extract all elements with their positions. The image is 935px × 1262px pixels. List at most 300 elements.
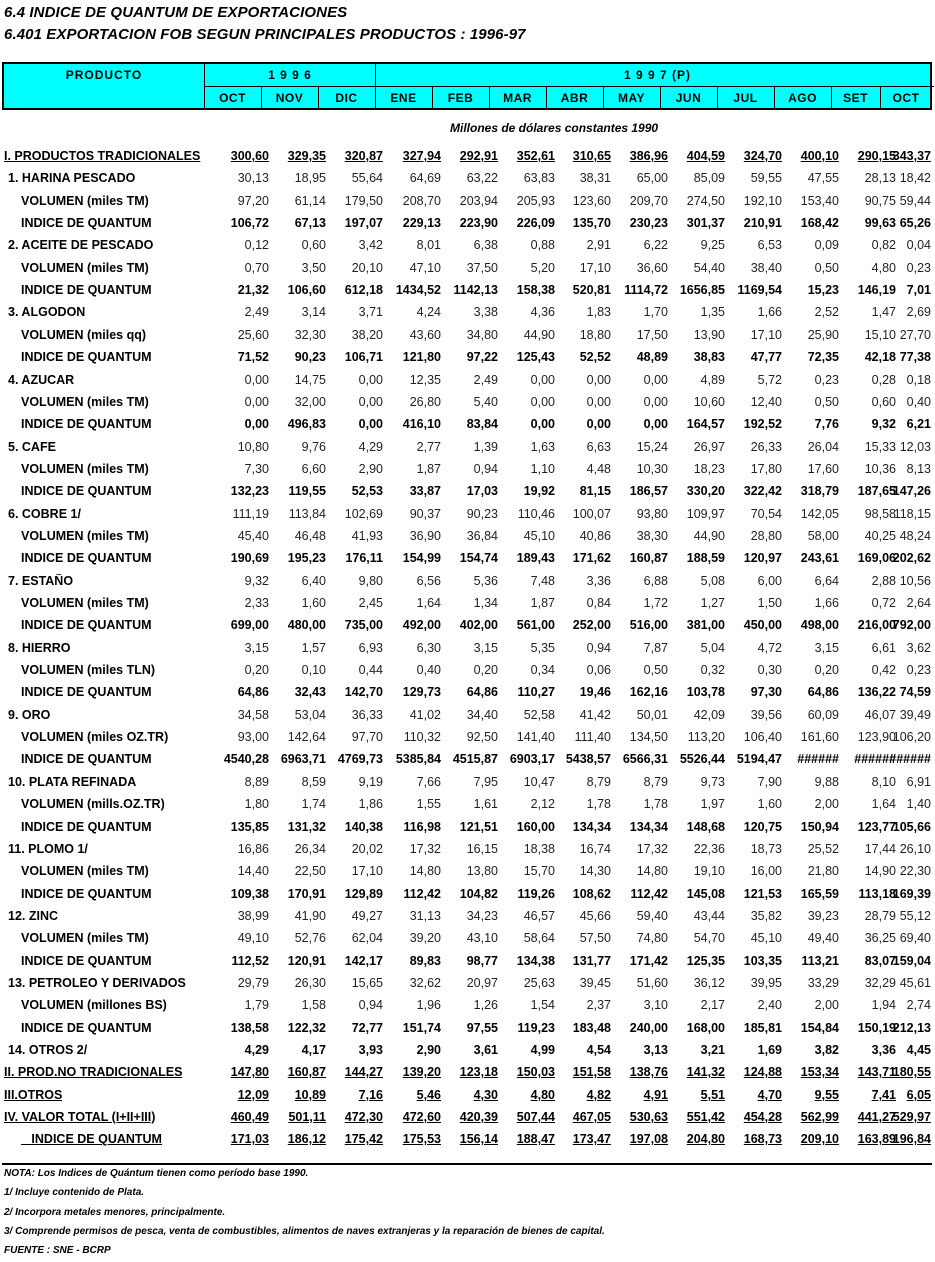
cell-abr: 134,34 xyxy=(572,819,611,834)
cell-abr: 252,00 xyxy=(572,618,611,633)
row-label: IV. VALOR TOTAL (I+II+III) xyxy=(4,1110,156,1125)
cell-jul: 35,82 xyxy=(750,908,782,923)
cell-abr: 520,81 xyxy=(572,283,611,298)
cell-set: 28,79 xyxy=(864,908,896,923)
cell-jun: 13,90 xyxy=(693,327,725,342)
cell-ago: 25,52 xyxy=(807,841,839,856)
row-label: INDICE DE QUANTUM xyxy=(21,350,152,365)
cell-jun: 18,23 xyxy=(693,461,725,476)
cell-jul: 6,53 xyxy=(757,238,782,253)
cell-dic: 0,00 xyxy=(358,372,383,387)
cell-dic: 142,17 xyxy=(344,953,383,968)
cell-may: 138,76 xyxy=(629,1065,668,1080)
footnote-1: 1/ Incluye contenido de Plata. xyxy=(4,1187,145,1198)
cell-mar: 158,38 xyxy=(516,283,555,298)
cell-feb: 16,15 xyxy=(466,841,498,856)
cell-feb: 83,84 xyxy=(466,417,498,432)
cell-dic: 4,29 xyxy=(358,439,383,454)
unit-label: Millones de dólares constantes 1990 xyxy=(450,121,659,135)
cell-dic: 2,45 xyxy=(358,596,383,610)
cell-oct-1997: 0,18 xyxy=(906,372,931,387)
cell-oct-1997: 65,26 xyxy=(899,216,931,231)
cell-ago: 154,84 xyxy=(800,1020,839,1035)
cell-abr: 45,66 xyxy=(579,908,611,923)
cell-ene: 121,80 xyxy=(402,350,441,365)
cell-oct-1996: 16,86 xyxy=(237,841,269,856)
cell-oct-1997: 26,10 xyxy=(899,841,931,856)
cell-jul: 454,28 xyxy=(743,1110,782,1125)
cell-mar: 25,63 xyxy=(523,975,555,990)
cell-oct-1996: 7,30 xyxy=(244,461,269,476)
cell-jul: 47,77 xyxy=(750,350,782,365)
cell-jul: 12,40 xyxy=(750,394,782,409)
cell-feb: 97,55 xyxy=(466,1020,498,1035)
cell-may: 0,00 xyxy=(643,394,668,409)
cell-may: 516,00 xyxy=(629,618,668,633)
cell-may: 48,89 xyxy=(636,350,668,365)
cell-ene: 36,90 xyxy=(409,528,441,543)
cell-nov: 26,30 xyxy=(294,975,326,990)
cell-jul: 210,91 xyxy=(743,216,782,231)
cell-may: 230,23 xyxy=(629,216,668,231)
cell-dic: 472,30 xyxy=(344,1110,383,1125)
cell-jun: 164,57 xyxy=(686,417,725,432)
cell-set: 0,82 xyxy=(871,238,896,253)
cell-oct-1997: 2,64 xyxy=(906,596,931,610)
cell-oct-1997: 3,62 xyxy=(906,640,931,655)
footnote-2: 2/ Incorpora metales menores, principalmente. xyxy=(4,1207,226,1218)
cell-jul: 17,10 xyxy=(750,327,782,342)
header-month-nov: NOV xyxy=(275,91,304,105)
cell-jul: 97,30 xyxy=(750,685,782,700)
cell-ago: 9,88 xyxy=(814,774,839,789)
cell-feb: 123,18 xyxy=(459,1065,498,1080)
cell-jun: 54,70 xyxy=(693,931,725,946)
table-row xyxy=(0,1107,935,1129)
cell-oct-1997: 147,26 xyxy=(892,484,931,499)
cell-may: 59,40 xyxy=(636,908,668,923)
cell-oct-1997: 2,74 xyxy=(906,998,931,1013)
cell-dic: 3,93 xyxy=(358,1043,383,1057)
cell-ene: 39,20 xyxy=(409,931,441,946)
table-row xyxy=(0,548,935,570)
cell-nov: 6963,71 xyxy=(280,752,326,767)
cell-feb: 34,40 xyxy=(466,707,498,722)
cell-ago: 0,50 xyxy=(814,394,839,409)
cell-feb: 6,38 xyxy=(473,238,498,253)
cell-nov: 3,14 xyxy=(301,305,326,320)
cell-ago: 161,60 xyxy=(800,730,839,745)
cell-set: 123,77 xyxy=(857,819,896,834)
cell-may: 4,91 xyxy=(643,1087,668,1102)
cell-feb: 0,94 xyxy=(473,461,498,476)
cell-oct-1996: 64,86 xyxy=(237,685,269,700)
cell-oct-1996: 106,72 xyxy=(230,216,269,231)
cell-abr: 19,46 xyxy=(579,685,611,700)
cell-mar: 352,61 xyxy=(516,149,555,163)
cell-ene: 110,32 xyxy=(403,730,441,745)
cell-ene: 139,20 xyxy=(402,1065,441,1080)
table-row xyxy=(0,325,935,347)
cell-may: 386,96 xyxy=(629,149,668,163)
cell-dic: 176,11 xyxy=(345,551,383,566)
table-row xyxy=(0,884,935,906)
cell-nov: 67,13 xyxy=(294,216,326,231)
header-divider xyxy=(261,86,262,108)
cell-mar: 18,38 xyxy=(523,841,555,856)
cell-nov: 0,10 xyxy=(301,663,326,678)
cell-oct-1996: 4540,28 xyxy=(223,752,269,767)
cell-set: 14,90 xyxy=(864,864,896,879)
cell-dic: 7,16 xyxy=(358,1087,383,1102)
cell-ago: 21,80 xyxy=(807,864,839,879)
cell-feb: 64,86 xyxy=(466,685,498,700)
cell-may: 6566,31 xyxy=(622,752,668,767)
cell-feb: 3,38 xyxy=(473,305,498,320)
cell-may: 160,87 xyxy=(629,551,668,566)
cell-feb: 1,61 xyxy=(473,797,498,812)
cell-abr: 171,62 xyxy=(572,551,611,566)
cell-ago: 2,52 xyxy=(814,305,839,320)
cell-jul: 103,35 xyxy=(743,953,782,968)
cell-set: 290,15 xyxy=(857,149,896,163)
cell-abr: 3,36 xyxy=(586,573,611,588)
cell-jul: 16,00 xyxy=(750,864,782,879)
row-label: VOLUMEN (miles TM) xyxy=(21,528,149,543)
cell-ene: 12,35 xyxy=(409,372,441,387)
row-label: INDICE DE QUANTUM xyxy=(21,283,152,298)
cell-dic: 140,38 xyxy=(344,819,383,834)
cell-mar: 1,54 xyxy=(530,998,555,1013)
cell-dic: 62,04 xyxy=(351,931,383,946)
cell-mar: 7,48 xyxy=(530,573,555,588)
cell-may: 0,00 xyxy=(643,372,668,387)
cell-set: 15,10 xyxy=(864,327,896,342)
cell-oct-1997: 1,40 xyxy=(906,797,931,812)
cell-oct-1996: 190,69 xyxy=(230,551,269,566)
cell-oct-1996: 147,80 xyxy=(230,1065,269,1080)
cell-jul: 18,73 xyxy=(750,841,782,856)
cell-abr: 4,54 xyxy=(586,1043,611,1057)
cell-ene: 4,24 xyxy=(416,305,441,320)
cell-oct-1997: 2,69 xyxy=(906,305,931,320)
cell-ene: 8,01 xyxy=(416,238,441,253)
cell-feb: 90,23 xyxy=(466,506,498,521)
cell-may: 15,24 xyxy=(636,439,668,454)
table-row xyxy=(0,861,935,883)
cell-may: 7,87 xyxy=(643,640,668,655)
cell-oct-1996: 25,60 xyxy=(237,327,269,342)
cell-oct-1996: 45,40 xyxy=(237,528,269,543)
cell-ago: 0,50 xyxy=(814,260,839,275)
cell-set: 1,94 xyxy=(871,998,896,1013)
cell-feb: 121,51 xyxy=(459,819,498,834)
cell-ago: 318,79 xyxy=(800,484,839,499)
cell-set: 83,07 xyxy=(864,953,896,968)
cell-dic: 0,94 xyxy=(358,998,383,1013)
cell-nov: 18,95 xyxy=(294,171,326,186)
row-label: VOLUMEN (miles TM) xyxy=(21,394,149,409)
cell-ene: 7,66 xyxy=(416,774,441,789)
cell-dic: 0,00 xyxy=(358,417,383,432)
cell-feb: 402,00 xyxy=(459,618,498,633)
cell-dic: 1,86 xyxy=(358,797,383,812)
cell-mar: 5,20 xyxy=(530,260,555,275)
cell-dic: 72,77 xyxy=(351,1020,383,1035)
cell-nov: 8,59 xyxy=(301,774,326,789)
cell-jun: 42,09 xyxy=(693,707,725,722)
table-row xyxy=(0,437,935,459)
header-divider xyxy=(204,86,934,87)
cell-ene: 47,10 xyxy=(409,260,441,275)
cell-set: ###### xyxy=(854,752,896,767)
cell-dic: 20,02 xyxy=(351,841,383,856)
cell-may: 74,80 xyxy=(636,931,668,946)
cell-nov: 113,84 xyxy=(288,506,326,521)
cell-oct-1996: 38,99 xyxy=(237,908,269,923)
cell-nov: 131,32 xyxy=(287,819,326,834)
cell-oct-1996: 300,60 xyxy=(230,149,269,163)
header-month-abr: ABR xyxy=(560,91,589,105)
cell-set: 17,44 xyxy=(864,841,896,856)
cell-feb: 63,22 xyxy=(466,171,498,186)
cell-ago: 150,94 xyxy=(800,819,839,834)
row-label: 12. ZINC xyxy=(8,908,59,923)
cell-nov: 480,00 xyxy=(287,618,326,633)
cell-jul: 1169,54 xyxy=(737,283,782,298)
cell-set: 6,61 xyxy=(871,640,896,655)
header-product: PRODUCTO xyxy=(65,68,143,82)
cell-ago: 1,66 xyxy=(814,596,839,610)
cell-mar: 0,00 xyxy=(530,394,555,409)
cell-dic: 20,10 xyxy=(351,260,383,275)
table-row xyxy=(0,504,935,526)
cell-dic: 17,10 xyxy=(351,864,383,879)
cell-jul: 192,10 xyxy=(743,193,782,208)
cell-ago: 243,61 xyxy=(800,551,839,566)
cell-ene: 416,10 xyxy=(402,417,441,432)
cell-set: 46,07 xyxy=(864,707,896,722)
row-label: VOLUMEN (miles TM) xyxy=(21,596,149,610)
cell-set: 0,42 xyxy=(871,663,896,678)
cell-jun: 43,44 xyxy=(693,908,725,923)
cell-dic: 41,93 xyxy=(351,528,383,543)
cell-may: 240,00 xyxy=(629,1020,668,1035)
cell-ene: 6,30 xyxy=(416,640,441,655)
header-month-ago: AGO xyxy=(788,91,817,105)
table-row xyxy=(0,794,935,816)
header-divider xyxy=(831,86,832,108)
cell-feb: 3,61 xyxy=(473,1043,498,1057)
cell-oct-1996: 0,70 xyxy=(244,260,269,275)
row-label: INDICE DE QUANTUM xyxy=(21,618,152,633)
cell-jul: 168,73 xyxy=(743,1132,782,1147)
cell-oct-1997: 0,04 xyxy=(906,238,931,253)
cell-oct-1996: 109,38 xyxy=(230,886,269,901)
cell-may: 134,34 xyxy=(629,819,668,834)
cell-set: 216,00 xyxy=(857,618,896,633)
cell-ago: 113,21 xyxy=(801,953,839,968)
cell-nov: 32,43 xyxy=(294,685,326,700)
cell-set: 123,90 xyxy=(857,730,896,745)
cell-ago: 0,23 xyxy=(814,372,839,387)
row-label: VOLUMEN (miles TM) xyxy=(21,864,149,879)
row-label: INDICE DE QUANTUM xyxy=(21,886,152,901)
cell-oct-1996: 135,85 xyxy=(230,819,269,834)
cell-feb: 3,15 xyxy=(473,640,498,655)
cell-ago: 400,10 xyxy=(800,149,839,163)
cell-jun: 44,90 xyxy=(693,528,725,543)
cell-ene: 1,96 xyxy=(416,998,441,1013)
table-row xyxy=(0,1018,935,1040)
cell-abr: 131,77 xyxy=(572,953,611,968)
cell-jun: 1,27 xyxy=(700,596,725,610)
cell-dic: 97,70 xyxy=(351,730,383,745)
header-month-oct: OCT xyxy=(219,91,246,105)
cell-jul: 28,80 xyxy=(750,528,782,543)
cell-mar: 1,87 xyxy=(530,596,555,610)
cell-oct-1996: 0,00 xyxy=(244,394,269,409)
cell-nov: 1,74 xyxy=(301,797,326,812)
cell-abr: 1,83 xyxy=(586,305,611,320)
cell-abr: 1,78 xyxy=(586,797,611,812)
cell-oct-1996: 2,33 xyxy=(244,596,269,610)
cell-dic: 106,71 xyxy=(344,350,383,365)
cell-may: 209,70 xyxy=(629,193,668,208)
cell-abr: 57,50 xyxy=(579,931,611,946)
cell-jun: 103,78 xyxy=(686,685,725,700)
cell-feb: 34,23 xyxy=(466,908,498,923)
header-divider xyxy=(660,86,661,108)
cell-abr: 39,45 xyxy=(579,975,611,990)
cell-feb: 5,40 xyxy=(473,394,498,409)
cell-ene: 208,70 xyxy=(402,193,441,208)
cell-ago: 64,86 xyxy=(807,685,839,700)
table-row xyxy=(0,526,935,548)
cell-nov: 61,14 xyxy=(294,193,326,208)
cell-abr: 8,79 xyxy=(586,774,611,789)
cell-set: 113,18 xyxy=(858,886,896,901)
cell-set: 441,27 xyxy=(857,1110,896,1125)
cell-abr: 0,84 xyxy=(586,596,611,610)
row-label: 7. ESTAÑO xyxy=(8,573,74,588)
cell-oct-1996: 1,80 xyxy=(244,797,269,812)
cell-mar: 0,34 xyxy=(530,663,555,678)
cell-ene: 31,13 xyxy=(409,908,441,923)
cell-feb: 223,90 xyxy=(459,216,498,231)
cell-mar: 52,58 xyxy=(523,707,555,722)
cell-nov: 10,89 xyxy=(294,1087,326,1102)
cell-ago: 142,05 xyxy=(800,506,839,521)
cell-oct-1997: 69,40 xyxy=(899,931,931,946)
header-month-dic: DIC xyxy=(335,91,358,105)
cell-dic: 4769,73 xyxy=(337,752,383,767)
cell-jul: 106,40 xyxy=(743,730,782,745)
cell-jul: 70,54 xyxy=(750,506,782,521)
cell-nov: 119,55 xyxy=(288,484,326,499)
cell-mar: 134,38 xyxy=(516,953,555,968)
cell-nov: 32,30 xyxy=(294,327,326,342)
cell-ene: 1434,52 xyxy=(395,283,441,298)
cell-ago: 60,09 xyxy=(807,707,839,722)
table-row xyxy=(0,682,935,704)
header-divider xyxy=(318,86,319,108)
cell-ago: 2,00 xyxy=(814,797,839,812)
cell-ene: 151,74 xyxy=(402,1020,441,1035)
row-label: VOLUMEN (miles TM) xyxy=(21,931,149,946)
cell-oct-1997: 39,49 xyxy=(899,707,931,722)
cell-set: 0,60 xyxy=(871,394,896,409)
cell-mar: 45,10 xyxy=(523,528,555,543)
cell-jun: 551,42 xyxy=(686,1110,725,1125)
header-divider xyxy=(717,86,718,108)
cell-ene: 175,53 xyxy=(402,1132,441,1147)
cell-ene: 5,46 xyxy=(416,1087,441,1102)
cell-jul: 17,80 xyxy=(750,461,782,476)
cell-abr: 14,30 xyxy=(579,864,611,879)
cell-abr: 173,47 xyxy=(572,1132,611,1147)
cell-abr: 0,06 xyxy=(586,663,611,678)
cell-ago: 165,59 xyxy=(800,886,839,901)
cell-abr: 0,94 xyxy=(586,640,611,655)
row-label: I. PRODUCTOS TRADICIONALES xyxy=(4,149,201,163)
cell-ene: 472,60 xyxy=(402,1110,441,1125)
cell-may: 6,22 xyxy=(643,238,668,253)
cell-abr: 2,37 xyxy=(586,998,611,1013)
cell-nov: 4,17 xyxy=(301,1043,326,1057)
cell-may: 17,50 xyxy=(636,327,668,342)
table-row xyxy=(0,235,935,257)
table-row xyxy=(0,660,935,682)
table-row xyxy=(0,727,935,749)
cell-set: 2,88 xyxy=(871,573,896,588)
cell-jun: 274,50 xyxy=(686,193,725,208)
cell-ene: 17,32 xyxy=(409,841,441,856)
cell-ago: 47,55 xyxy=(807,171,839,186)
row-label: 10. PLATA REFINADA xyxy=(8,774,137,789)
cell-jul: 5,72 xyxy=(757,372,782,387)
table-row xyxy=(0,347,935,369)
cell-ene: 6,56 xyxy=(416,573,441,588)
cell-nov: 32,00 xyxy=(294,394,326,409)
row-label: INDICE DE QUANTUM xyxy=(21,216,152,231)
cell-set: 32,29 xyxy=(864,975,896,990)
cell-may: 134,50 xyxy=(629,730,668,745)
cell-set: 169,06 xyxy=(857,551,896,566)
row-label: 13. PETROLEO Y DERIVADOS xyxy=(8,975,186,990)
row-label: INDICE DE QUANTUM xyxy=(21,417,152,432)
cell-oct-1996: 30,13 xyxy=(237,171,269,186)
cell-jun: 141,32 xyxy=(686,1065,725,1080)
table-row xyxy=(0,593,935,615)
cell-set: 98,58 xyxy=(864,506,896,521)
cell-mar: 15,70 xyxy=(523,864,555,879)
table-row xyxy=(0,370,935,392)
table-row xyxy=(0,749,935,771)
row-label: VOLUMEN (millones BS) xyxy=(21,998,167,1013)
cell-ago: 498,00 xyxy=(800,618,839,633)
cell-may: 162,16 xyxy=(629,685,668,700)
cell-nov: 53,04 xyxy=(294,707,326,722)
row-label: 14. OTROS 2/ xyxy=(8,1043,88,1057)
cell-set: 163,89 xyxy=(857,1132,896,1147)
footnote-3: 3/ Comprende permisos de pesca, venta de combustibles, alimentos de naves extranjeras y la reparación de bienes de capital. xyxy=(4,1226,605,1237)
cell-nov: 501,11 xyxy=(288,1110,326,1125)
cell-set: 1,47 xyxy=(871,305,896,320)
cell-oct-1997: 343,37 xyxy=(892,149,931,163)
cell-jul: 39,56 xyxy=(750,707,782,722)
row-label: 8. HIERRO xyxy=(8,640,71,655)
